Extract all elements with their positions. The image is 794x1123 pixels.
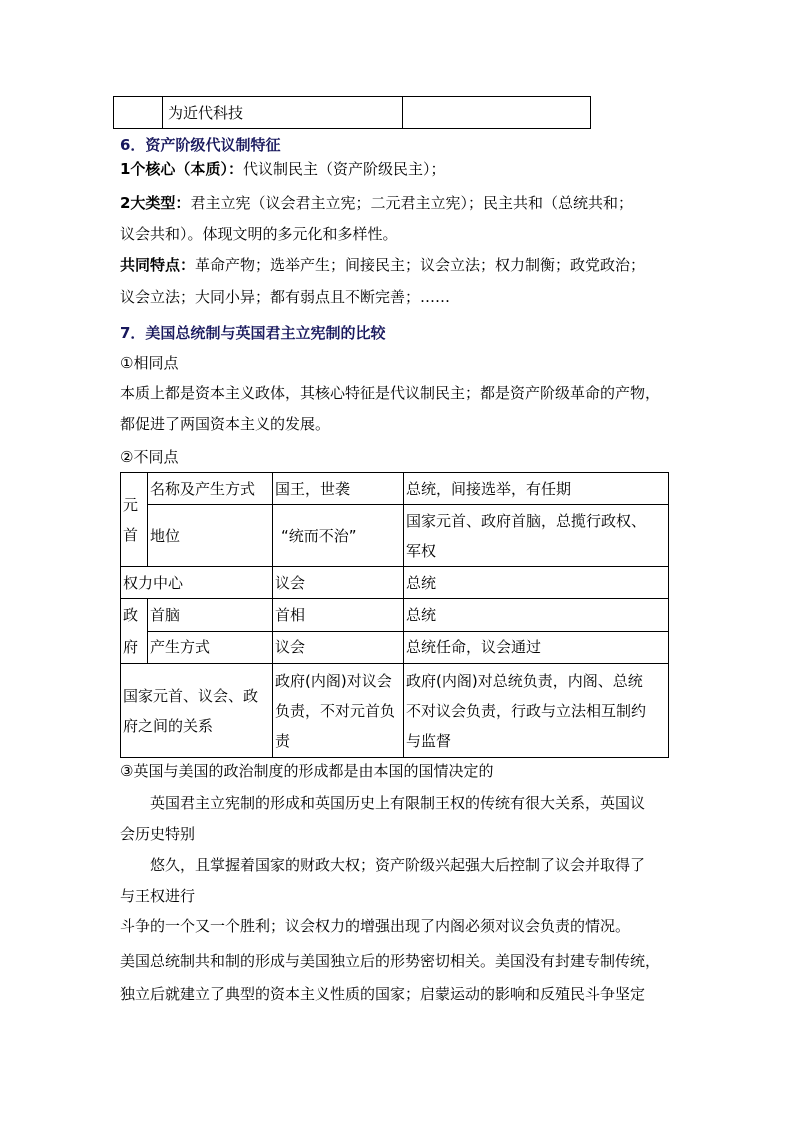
row-relation-label bbox=[121, 664, 273, 758]
same-points-line-1: 本质上都是资本主义政体，其核心特征是代议制民主；都是资产阶级革命的产物， bbox=[120, 384, 661, 402]
sec6-p2-line1: 君主立宪（议会君主立宪；二元君主立宪）；民主共和（总统共和； bbox=[190, 194, 633, 212]
section-6-title: 6．资产阶级代议制特征 bbox=[120, 136, 281, 154]
zhengfu-header bbox=[121, 599, 148, 664]
row-relation-uk bbox=[273, 664, 404, 758]
row-relation-uk-line-3: 责 bbox=[275, 731, 291, 750]
point-3-c-line-1: 斗争的一个又一个胜利；议会权力的增强出现了内阁必须对议会负责的情况。 bbox=[120, 917, 631, 935]
sec6-paragraph-3-line-1 bbox=[120, 254, 645, 275]
sec6-p1-label: 1个核心（本质）： bbox=[120, 160, 243, 178]
row-formation-us: 总统任命，议会通过 bbox=[404, 631, 669, 664]
same-points-line-2: 都促进了两国资本主义的发展。 bbox=[120, 415, 331, 433]
top-table-cell-empty-2 bbox=[403, 97, 591, 129]
row-relation-us-line-3: 与监督 bbox=[406, 731, 452, 750]
comparison-table bbox=[120, 472, 669, 758]
row-relation-label-line-2: 府之间的关系 bbox=[123, 716, 214, 735]
row-name-method-label: 名称及产生方式 bbox=[148, 473, 273, 505]
sec6-paragraph-1 bbox=[120, 158, 445, 179]
row-head-label: 首脑 bbox=[148, 599, 273, 632]
row-power-center-us: 总统 bbox=[404, 567, 669, 599]
row-relation-uk-line-2: 负责，不对元首负 bbox=[275, 701, 396, 720]
row-status-us-line-2: 军权 bbox=[406, 541, 437, 560]
sec6-p3-label: 共同特点： bbox=[120, 256, 196, 274]
sec6-p2-label: 2大类型： bbox=[120, 194, 191, 212]
top-table-cell-empty-1 bbox=[114, 97, 163, 129]
row-status-label: 地位 bbox=[148, 505, 273, 567]
row-head-us: 总统 bbox=[404, 599, 669, 632]
zhengfu-char-2: 府 bbox=[123, 638, 139, 656]
row-status-us-line-1: 国家元首、政府首脑，总揽行政权、 bbox=[406, 511, 647, 530]
row-power-center-uk: 议会 bbox=[273, 567, 404, 599]
row-formation-label: 产生方式 bbox=[148, 631, 273, 664]
point-3-d-line-2: 独立后就建立了典型的资本主义性质的国家；启蒙运动的影响和反殖民斗争坚定 bbox=[120, 985, 646, 1003]
row-power-center-label: 权力中心 bbox=[121, 567, 273, 599]
sec6-p3-line2: 议会立法；大同小异；都有弱点且不断完善；…… bbox=[120, 288, 451, 306]
row-head-uk: 首相 bbox=[273, 599, 404, 632]
top-table-cell: 为近代科技 bbox=[163, 97, 403, 129]
yuanshou-char-1: 元 bbox=[123, 495, 139, 514]
point-3-b-line-2: 与王权进行 bbox=[120, 887, 196, 905]
row-relation-label-line-1: 国家元首、议会、政 bbox=[123, 686, 259, 705]
row-relation-us bbox=[404, 664, 669, 758]
point-3-a-line-1: 英国君主立宪制的形成和英国历史上有限制王权的传统有很大关系，英国议 bbox=[150, 794, 646, 812]
point-3-a-line-2: 会历史特别 bbox=[120, 825, 196, 843]
sec6-paragraph-2-line-1 bbox=[120, 192, 633, 213]
row-relation-us-line-2: 不对议会负责，行政与立法相互制约 bbox=[406, 701, 647, 720]
point-3-d-line-1: 美国总统制共和制的形成与美国独立后的形势密切相关。美国没有封建专制传统， bbox=[120, 952, 661, 970]
row-status-us bbox=[404, 505, 669, 567]
top-table bbox=[113, 96, 591, 129]
row-formation-uk: 议会 bbox=[273, 631, 404, 664]
diff-points-title: ②不同点 bbox=[120, 448, 179, 466]
row-relation-uk-line-1: 政府(内阁)对议会 bbox=[275, 671, 392, 690]
point-3-title: ③英国与美国的政治制度的形成都是由本国的国情决定的 bbox=[120, 762, 494, 780]
yuanshou-char-2: 首 bbox=[123, 525, 139, 544]
sec6-p3-line1: 革命产物；选举产生；间接民主；议会立法；权力制衡；政党政治； bbox=[195, 256, 646, 274]
yuanshou-header bbox=[121, 473, 148, 567]
row-status-uk: “统而不治” bbox=[273, 505, 404, 567]
point-3-b-line-1: 悠久，且掌握着国家的财政大权；资产阶级兴起强大后控制了议会并取得了 bbox=[150, 856, 646, 874]
same-points-title: ①相同点 bbox=[120, 354, 179, 372]
sec6-p2-line2: 议会共和）。体现文明的多元化和多样性。 bbox=[120, 225, 398, 243]
section-7-title: 7．美国总统制与英国君主立宪制的比较 bbox=[120, 324, 386, 342]
sec6-p1-text: 代议制民主（资产阶级民主）； bbox=[242, 160, 446, 178]
row-name-method-us: 总统，间接选举，有任期 bbox=[404, 473, 669, 505]
zhengfu-char-1: 政 bbox=[123, 606, 139, 624]
row-name-method-uk: 国王，世袭 bbox=[273, 473, 404, 505]
row-relation-us-line-1: 政府(内阁)对总统负责，内阁、总统 bbox=[406, 671, 643, 690]
